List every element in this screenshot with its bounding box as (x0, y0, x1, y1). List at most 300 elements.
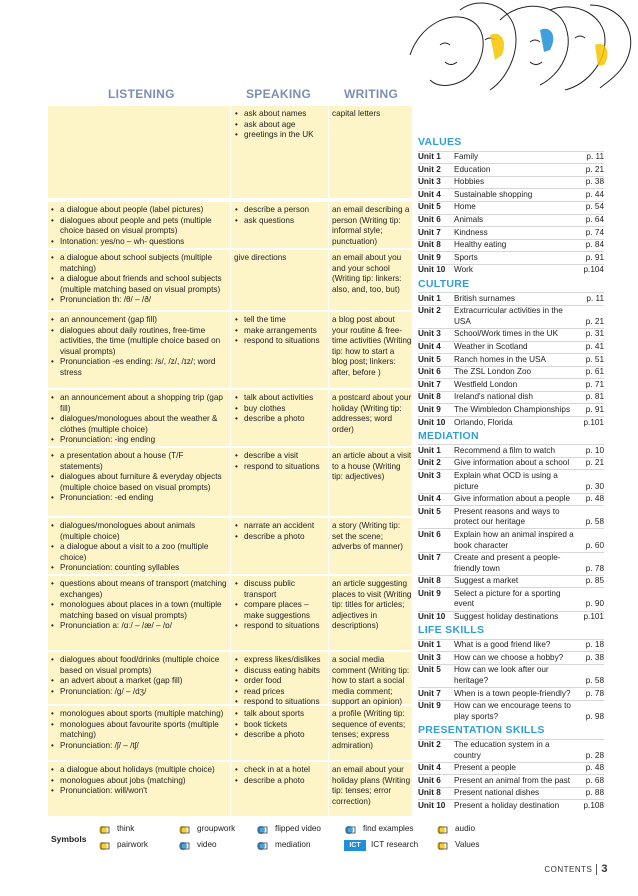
page-ref: p. 68 (585, 775, 604, 785)
entry-title: Recommend a film to watch (454, 445, 556, 455)
entry-title: Westfield London (454, 379, 518, 389)
entry-title: Create and present a people-friendly town (454, 553, 561, 573)
unit-label: Unit 5 (418, 354, 441, 364)
list-item: • book tickets (234, 720, 326, 731)
symbol-label: think (117, 824, 135, 834)
page-ref: p. 78 (585, 688, 604, 698)
index-entry (418, 366, 604, 379)
entry-title: Ranch homes in the USA (454, 354, 546, 364)
find-examples-icon (344, 824, 358, 835)
listening-cell (50, 655, 228, 697)
list-item: • check in at a hotel (234, 765, 326, 776)
unit-label: Unit 8 (418, 576, 441, 586)
index-entry (418, 328, 604, 341)
entry-title: Ireland's national dish (454, 392, 533, 402)
list-item: • Pronunciation: -ed ending (50, 493, 228, 504)
table-row (48, 448, 412, 516)
symbol-item (178, 840, 217, 851)
unit-label: Unit 9 (418, 701, 441, 711)
section-title: CULTURE (418, 277, 470, 290)
section-title: MEDIATION (418, 429, 479, 442)
table-row (48, 652, 412, 707)
page-ref: p.104 (583, 265, 604, 275)
page-ref: p. 21 (585, 316, 604, 326)
column-divider (230, 518, 231, 574)
list-item: • describe a photo (234, 414, 326, 425)
page-ref: p. 11 (586, 152, 604, 162)
video-icon (178, 840, 192, 851)
symbol-label: flipped video (275, 824, 321, 834)
page-ref: p. 88 (585, 788, 604, 798)
page-ref: p. 48 (585, 763, 604, 773)
section-presentation-skills (418, 725, 604, 812)
page-footer (544, 864, 608, 876)
list-item: • describe a photo (234, 730, 326, 741)
index-entry (418, 176, 604, 189)
speaking-cell (234, 521, 326, 542)
entry-title: How can we choose a hobby? (454, 652, 564, 662)
page-ref: p. 74 (585, 227, 604, 237)
unit-label: Unit 2 (418, 306, 441, 316)
unit-label: Unit 2 (418, 458, 441, 468)
list-item: • Pronunciation: /ʃ/ – /tʃ/ (50, 741, 228, 752)
index-entry (418, 469, 604, 492)
list-item: • compare places – make suggestions (234, 600, 326, 621)
speaking-cell (234, 709, 326, 741)
symbol-label: groupwork (197, 824, 236, 834)
page-ref: p. 64 (585, 215, 604, 225)
list-item: • ask questions (234, 216, 326, 227)
index-entry (418, 762, 604, 775)
index-entry (418, 505, 604, 528)
listening-cell (50, 765, 228, 797)
symbol-label: mediation (275, 840, 311, 850)
page-ref: p. 78 (585, 563, 604, 573)
list-item: • a dialogue about a visit to a zoo (multiple choice) (50, 542, 228, 563)
section-title: PRESENTATION SKILLS (418, 723, 545, 736)
section-values (418, 137, 604, 277)
table-row (48, 518, 412, 574)
unit-label: Unit 4 (418, 494, 441, 504)
entry-title: Present an animal from the past (454, 775, 571, 785)
column-divider (230, 652, 231, 704)
list-item: • talk about activities (234, 393, 326, 404)
index-entry (418, 664, 604, 687)
column-divider (328, 576, 329, 650)
index-entry (418, 239, 604, 252)
index-entry (418, 444, 604, 457)
speaking-cell (234, 205, 326, 226)
unit-label: Unit 8 (418, 240, 441, 250)
page-ref: p. 48 (585, 494, 604, 504)
page-ref: p. 91 (585, 404, 604, 414)
unit-label: Unit 6 (418, 529, 441, 539)
speaking-cell (234, 253, 326, 264)
section-title: LIFE SKILLS (418, 624, 485, 637)
page-ref: p. 10 (585, 445, 604, 455)
column-divider (328, 106, 329, 198)
entry-title: Extracurricular activities in the USA (454, 306, 563, 326)
symbol-label: video (197, 840, 217, 850)
table-row (48, 202, 412, 248)
list-item: • describe a person (234, 205, 326, 216)
index-entry (418, 611, 604, 624)
writing-cell: a profile (Writing tip: sequence of events; tenses; express admiration) (332, 709, 406, 750)
speaking-cell (234, 655, 326, 708)
entry-title: Family (454, 152, 479, 162)
table-row (48, 106, 412, 198)
list-item: • dialogues about people and pets (multiple choice based on visual prompts) (50, 216, 228, 237)
table-row (48, 576, 412, 650)
page-ref: p.108 (583, 800, 604, 810)
list-item: • make arrangements (234, 326, 326, 337)
entry-title: Select a picture for a sporting event (454, 588, 561, 609)
listening-cell (50, 393, 228, 446)
index-entry (418, 151, 604, 164)
entry-title: Animals (454, 215, 484, 225)
unit-label: Unit 5 (418, 506, 441, 516)
page-ref: p. 38 (585, 177, 604, 187)
column-divider (230, 576, 231, 650)
symbol-item (178, 824, 235, 835)
face-line-art-illustration (390, 0, 638, 100)
index-entry (418, 739, 604, 762)
ict-research-icon: ICT (344, 840, 366, 851)
list-item: • a dialogue about school subjects (multiple matching) (50, 253, 228, 274)
unit-label: Unit 9 (418, 252, 441, 262)
column-divider (230, 448, 231, 516)
symbol-item (344, 840, 418, 851)
symbol-item (98, 840, 148, 851)
unit-label: Unit 1 (418, 640, 441, 650)
unit-label: Unit 9 (418, 404, 441, 414)
table-row (48, 250, 412, 310)
entry-title: Weather in Scotland (454, 342, 528, 351)
index-entry (418, 264, 604, 277)
unit-label: Unit 3 (418, 329, 441, 339)
list-item: • a dialogue about holidays (multiple choice) (50, 765, 228, 776)
page-ref: p. 28 (585, 750, 604, 760)
list-item: • respond to situations (234, 462, 326, 473)
unit-label: Unit 3 (418, 652, 441, 662)
writing-cell: an article suggesting places to visit (Writing tip: titles for articles; adjectives in descriptions) (332, 579, 412, 631)
entry-title: Suggest holiday destinations (454, 612, 559, 622)
index-entry (418, 226, 604, 239)
column-divider (328, 390, 329, 446)
entry-title: Education (454, 164, 491, 174)
entry-title: The education system in a country (454, 740, 550, 760)
index-entry (418, 493, 604, 506)
entry-title: What is a good friend like? (454, 640, 551, 650)
page-ref: p. 21 (585, 164, 604, 174)
symbol-item (344, 824, 414, 835)
unit-label: Unit 4 (418, 189, 441, 199)
list-item: • Pronunciation th: /θ/ – /ð/ (50, 295, 228, 306)
unit-label: Unit 4 (418, 763, 441, 773)
list-item: • a dialogue about friends and school subjects (multiple matching based on visual prompts) (50, 274, 228, 295)
unit-label: Unit 2 (418, 164, 441, 174)
index-entry (418, 292, 604, 305)
entry-title: Work (454, 265, 473, 275)
list-item: • Pronunciation: /g/ – /dʒ/ (50, 687, 228, 698)
list-item: • order food (234, 676, 326, 687)
listening-cell (50, 315, 228, 379)
list-item: • respond to situations (234, 621, 326, 632)
index-entry (418, 188, 604, 201)
entry-title: Kindness (454, 227, 488, 237)
speaking-cell (234, 109, 326, 141)
listening-cell (50, 205, 228, 247)
list-item: • dialogues about food/drinks (multiple choice based on visual prompts) (50, 655, 228, 676)
index-entry (418, 341, 604, 354)
symbol-item (98, 824, 134, 835)
list-item: • narrate an accident (234, 521, 326, 532)
index-entry (418, 651, 604, 664)
unit-label: Unit 10 (418, 417, 446, 427)
unit-label: Unit 1 (418, 293, 441, 303)
entry-title: Sports (454, 252, 478, 262)
list-item: • monologues about jobs (matching) (50, 776, 228, 787)
unit-label: Unit 8 (418, 392, 441, 402)
column-divider (328, 762, 329, 816)
symbol-label: find examples (363, 824, 414, 834)
symbol-label: ICT research (371, 840, 419, 850)
writing-cell: an email about your holiday plans (Writing tip: tenses; error correction) (332, 765, 411, 806)
list-item: • dialogues/monologues about the weather & clothes (multiple choice) (50, 414, 228, 435)
speaking-cell (234, 765, 326, 786)
entry-title: Hobbies (454, 177, 485, 187)
unit-label: Unit 9 (418, 588, 441, 598)
entry-title: Give information about a school (454, 458, 570, 468)
unit-label: Unit 7 (418, 553, 441, 563)
page-ref: p. 98 (585, 711, 604, 721)
index-entry (418, 251, 604, 264)
column-divider (230, 762, 231, 816)
page-ref: p. 11 (586, 293, 604, 303)
speaking-cell (234, 579, 326, 632)
writing-cell: a postcard about your holiday (Writing tip: addresses; word order) (332, 393, 412, 434)
index-entry (418, 552, 604, 575)
page-ref: p. 61 (585, 367, 604, 377)
index-entry (418, 457, 604, 470)
page-ref: p. 85 (585, 576, 604, 586)
entry-title: Orlando, Florida (454, 417, 513, 427)
list-item: • an announcement about a shopping trip (gap fill) (50, 393, 228, 414)
index-entry (418, 305, 604, 328)
listening-cell (50, 579, 228, 632)
writing-cell: an article about a visit to a house (Writing tip: adjectives) (332, 451, 412, 482)
writing-cell: an email describing a person (Writing tip: informal style; punctuation) (332, 205, 410, 246)
index-entry (418, 587, 604, 610)
page-ref: p. 41 (585, 342, 604, 351)
index-entry (418, 575, 604, 588)
unit-label: Unit 5 (418, 202, 441, 212)
listening-cell (50, 451, 228, 504)
unit-label: Unit 7 (418, 688, 441, 698)
think-icon (98, 824, 112, 835)
list-item: • discuss eating habits (234, 666, 326, 677)
skills-index (418, 137, 604, 814)
column-divider (328, 250, 329, 310)
table-row (48, 390, 412, 446)
entry-title: Present national dishes (454, 788, 540, 798)
list-item: • dialogues about furniture & everyday objects (multiple choice based on visual prompts) (50, 472, 228, 493)
writing-header: WRITING (344, 87, 399, 101)
page-ref: p. 81 (585, 392, 604, 402)
page-ref: p.101 (583, 612, 604, 622)
unit-label: Unit 6 (418, 775, 441, 785)
listening-header: LISTENING (108, 87, 175, 101)
section-mediation (418, 431, 604, 624)
table-row (48, 706, 412, 760)
unit-label: Unit 10 (418, 265, 446, 275)
section-life-skills (418, 625, 604, 723)
audio-icon (436, 824, 450, 835)
list-item: • Pronunciation: -ing ending (50, 435, 228, 446)
entry-title: Present reasons and ways to protect our heritage (454, 506, 560, 527)
entry-title: The ZSL London Zoo (454, 367, 532, 377)
listening-cell (50, 709, 228, 751)
listening-cell (50, 253, 228, 306)
entry-title: Explain how an animal inspired a book character (454, 529, 574, 550)
column-divider (328, 652, 329, 704)
index-entry (418, 700, 604, 723)
list-item: • respond to situations (234, 336, 326, 347)
list-item: • talk about sports (234, 709, 326, 720)
writing-cell: a story (Writing tip: set the scene; adverbs of manner) (332, 521, 403, 552)
speaking-cell (234, 393, 326, 425)
unit-label: Unit 3 (418, 470, 441, 480)
entry-title: Sustainable shopping (454, 189, 533, 199)
index-entry (418, 378, 604, 391)
unit-label: Unit 7 (418, 227, 441, 237)
list-item: • discuss public transport (234, 579, 326, 600)
list-item: • monologues about sports (multiple matching) (50, 709, 228, 720)
symbols-label: Symbols (51, 834, 87, 844)
speaking-cell (234, 315, 326, 347)
list-item: • ask about age (234, 120, 326, 131)
list-item: • describe a visit (234, 451, 326, 462)
entry-title: When is a town people-friendly? (454, 688, 571, 698)
unit-label: Unit 6 (418, 215, 441, 225)
list-item: • questions about means of transport (matching exchanges) (50, 579, 228, 600)
symbols-legend (48, 822, 608, 858)
index-entry (418, 774, 604, 787)
unit-label: Unit 10 (418, 800, 446, 810)
table-row (48, 312, 412, 388)
page-ref: p. 44 (585, 189, 604, 199)
unit-label: Unit 5 (418, 665, 441, 675)
speaking-text: give directions (234, 253, 287, 262)
pairwork-icon (98, 840, 112, 851)
column-divider (328, 312, 329, 388)
index-entry (418, 403, 604, 416)
column-divider (328, 706, 329, 760)
index-entry (418, 687, 604, 700)
page-ref: p. 51 (585, 354, 604, 364)
list-item: • dialogues/monologues about animals (multiple choice) (50, 521, 228, 542)
column-divider (230, 202, 231, 248)
list-item: • Pronunciation -es ending: /s/, /z/, /ɪz/; word stress (50, 357, 228, 378)
column-divider (230, 106, 231, 198)
list-item: • Pronunciation: will/won't (50, 786, 228, 797)
list-item: • tell the time (234, 315, 326, 326)
list-item: • Intonation: yes/no – wh- questions (50, 237, 228, 248)
page-ref: p. 91 (585, 252, 604, 262)
index-entry (418, 799, 604, 812)
page-ref: p. 71 (585, 379, 604, 389)
entry-title: British surnames (454, 293, 515, 303)
index-entry (418, 163, 604, 176)
list-item: • monologues about places in a town (multiple matching based on visual prompts) (50, 600, 228, 621)
index-entry (418, 787, 604, 800)
section-culture (418, 279, 604, 429)
index-entry (418, 639, 604, 652)
index-entry (418, 416, 604, 429)
index-entry (418, 528, 604, 551)
speaking-cell (234, 451, 326, 472)
unit-label: Unit 3 (418, 177, 441, 187)
list-item: • dialogues about daily routines, free-time activities, the time (multiple choice based on visual prompts) (50, 326, 228, 358)
index-entry (418, 353, 604, 366)
entry-title: How can we look after our heritage? (454, 665, 549, 686)
page-ref: p. 58 (585, 517, 604, 527)
flipped-video-icon (256, 824, 270, 835)
entry-title: Give information about a people (454, 494, 571, 504)
entry-title: Suggest a market (454, 576, 519, 586)
list-item: • greetings in the UK (234, 130, 326, 141)
page-ref: p. 21 (585, 458, 604, 468)
writing-cell: an email about you and your school (Writing tip: linkers: also, and, too, but) (332, 253, 402, 294)
column-divider (328, 202, 329, 248)
page-ref: p.101 (583, 417, 604, 427)
entry-title: Present a people (454, 763, 516, 773)
page-ref: p. 18 (585, 640, 604, 650)
unit-label: Unit 1 (418, 152, 441, 162)
list-item: • a presentation about a house (T/F statements) (50, 451, 228, 472)
symbol-item (256, 840, 311, 851)
writing-cell: a social media comment (Writing tip: how to start a social media comment; support an opinion) (332, 655, 410, 707)
column-divider (230, 390, 231, 446)
symbol-item (436, 824, 475, 835)
index-entry (418, 201, 604, 214)
entry-title: Home (454, 202, 476, 212)
entry-title: School/Work times in the UK (454, 329, 559, 339)
entry-title: The Wimbledon Championships (454, 404, 571, 414)
page-ref: p. 54 (585, 202, 604, 212)
page-ref: p. 90 (585, 599, 604, 609)
page-ref: p. 38 (585, 652, 604, 662)
entry-title: Healthy eating (454, 240, 507, 250)
page-ref: p. 31 (585, 329, 604, 339)
unit-label: Unit 7 (418, 379, 441, 389)
column-divider (230, 312, 231, 388)
unit-label: Unit 4 (418, 342, 441, 351)
unit-label: Unit 6 (418, 367, 441, 377)
groupwork-icon (178, 824, 192, 835)
section-title: VALUES (418, 136, 462, 148)
index-entry (418, 214, 604, 227)
speaking-header: SPEAKING (246, 87, 312, 101)
page-ref: p. 60 (585, 540, 604, 550)
listening-cell (50, 521, 228, 574)
entry-title: How can we encourage teens to play sports? (454, 701, 571, 721)
list-item: • monologues about favourite sports (multiple matching) (50, 720, 228, 741)
list-item: • read prices (234, 687, 326, 698)
page-ref: p. 84 (585, 240, 604, 250)
table-row (48, 762, 412, 816)
symbol-label: pairwork (117, 840, 148, 850)
